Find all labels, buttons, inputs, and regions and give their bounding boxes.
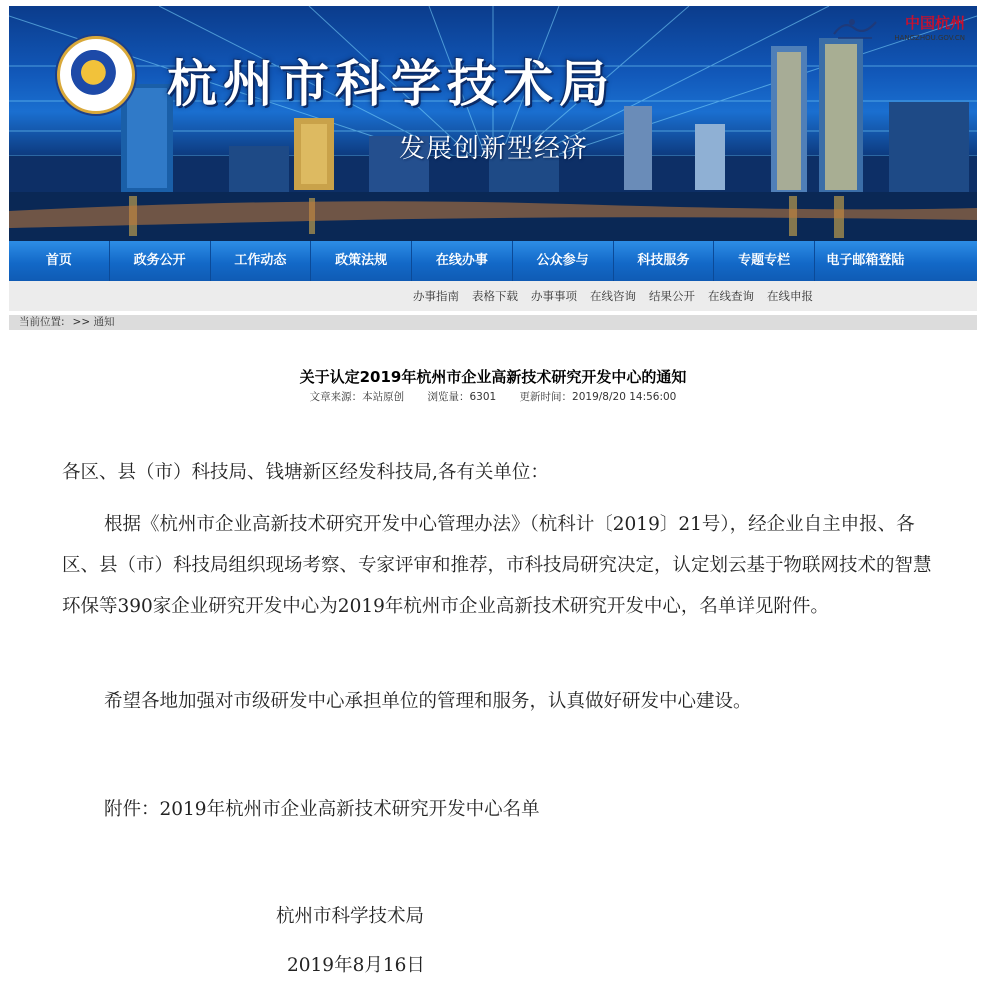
- article-date: 2019年8月16日: [287, 955, 425, 976]
- subnav-forms[interactable]: 表格下载: [472, 289, 518, 303]
- gov-brand-name: 中国杭州: [904, 14, 965, 32]
- article-salutation: 各区、县（市）科技局、钱塘新区经发科技局,各有关单位：: [62, 462, 549, 483]
- breadcrumb: [9, 315, 977, 330]
- breadcrumb-label: 当前位置:: [19, 316, 65, 328]
- site-slogan: 发展创新型经济: [399, 134, 589, 164]
- article-title: 关于认定2019年杭州市企业高新技术研究开发中心的通知: [299, 368, 687, 386]
- article-views: 浏览量：6301: [427, 391, 497, 403]
- site-banner: [9, 6, 977, 241]
- gov-portal-link[interactable]: [830, 12, 965, 44]
- article-meta: [0, 389, 986, 404]
- gov-brand-url: HANGZHOU.GOV.CN: [894, 34, 965, 42]
- hangzhou-gov-logo-icon: [830, 14, 880, 40]
- subnav-query[interactable]: 在线查询: [708, 289, 754, 303]
- hangzhou-sti-emblem-icon[interactable]: [57, 36, 135, 114]
- nav-email-login[interactable]: 电子邮箱登陆: [826, 253, 905, 268]
- nav-home[interactable]: 首页: [9, 241, 110, 281]
- article-paragraph-1: 根据《杭州市企业高新技术研究开发中心管理办法》（杭科计〔2019〕21号），经企业自主申报、各区、县（市）科技局组织现场考察、专家评审和推荐，市科技局研究决定，认定划云基于物联网技术的智慧环保等390家企业研究开发中心为2019年杭州市企业高新技术研究开发中心，名单详见附件。: [62, 514, 932, 617]
- subnav-guide[interactable]: 办事指南: [413, 289, 459, 303]
- nav-tech-services[interactable]: 科技服务: [614, 241, 715, 281]
- nav-gov-affairs[interactable]: 政务公开: [110, 241, 211, 281]
- subnav-matters[interactable]: 办事事项: [531, 289, 577, 303]
- sub-nav: [9, 281, 977, 311]
- nav-special-topics[interactable]: 专题专栏: [714, 241, 815, 281]
- nav-public-participation[interactable]: 公众参与: [513, 241, 614, 281]
- nav-policies[interactable]: 政策法规: [311, 241, 412, 281]
- subnav-results[interactable]: 结果公开: [649, 289, 695, 303]
- article-source: 文章来源：本站原创: [309, 391, 405, 403]
- emblem-core: [70, 49, 122, 101]
- subnav-apply[interactable]: 在线申报: [767, 289, 813, 303]
- sub-nav-list: [413, 281, 826, 311]
- nav-work-news[interactable]: 工作动态: [211, 241, 312, 281]
- nav-online-services[interactable]: 在线办事: [412, 241, 513, 281]
- article-signature: 杭州市科学技术局: [276, 906, 425, 927]
- article-attachment-link[interactable]: 附件：2019年杭州市企业高新技术研究开发中心名单: [104, 799, 540, 820]
- subnav-consult[interactable]: 在线咨询: [590, 289, 636, 303]
- article-updated: 更新时间：2019/8/20 14:56:00: [519, 391, 677, 403]
- site-title: 杭州市科学技术局: [167, 54, 615, 113]
- article-paragraph-2: 希望各地加强对市级研发中心承担单位的管理和服务，认真做好研发中心建设。: [104, 691, 752, 712]
- breadcrumb-path[interactable]: >> 通知: [72, 316, 115, 328]
- main-nav: [9, 241, 977, 281]
